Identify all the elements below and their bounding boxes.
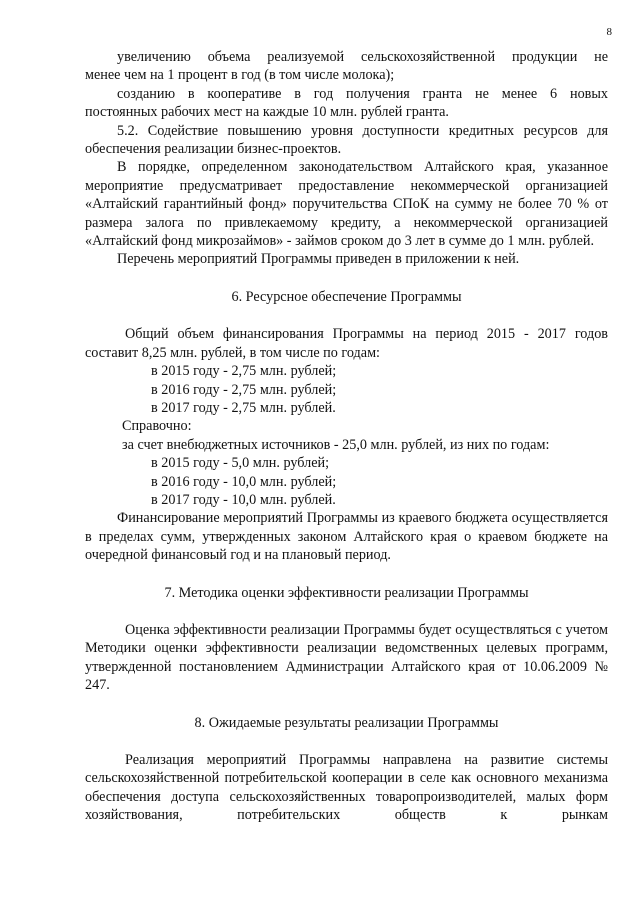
year-line: в 2015 году - 2,75 млн. рублей; bbox=[151, 363, 337, 380]
year-line: в 2017 году - 2,75 млн. рублей. bbox=[151, 399, 336, 416]
intro-line-2: менее чем на 1 процент в год (в том числе молока); bbox=[85, 67, 395, 84]
list-reference-paragraph: Перечень мероприятий Программы приведен в приложении к ней. bbox=[117, 251, 520, 268]
document-body bbox=[85, 48, 608, 825]
section-7-heading: 7. Методика оценки эффективности реализации Программы bbox=[164, 584, 529, 601]
intro-line-3: созданию в кооперативе в год получения гранта не менее 6 новых bbox=[117, 85, 608, 102]
intro-line-4: постоянных рабочих мест на каждые 10 млн. рублей гранта. bbox=[85, 104, 449, 121]
procedure-paragraph: В порядке, определенном законодательством Алтайского края, указанное мероприятие предусматривает предоставление некоммерческой организацией «Алтайский гарантийный фонд» поручительства СПоК на сумму не более 70 % от размера залога по привлекаемому кредиту, а некоммерческой организацией «Алтайский фонд микрозаймов» - займов сроком до 3 лет в сумме до 1 млн. рублей. bbox=[85, 159, 608, 250]
reference-label: Справочно: bbox=[122, 418, 192, 435]
offbudget-year-line: в 2017 году - 10,0 млн. рублей. bbox=[151, 491, 336, 508]
offbudget-year-line: в 2015 году - 5,0 млн. рублей; bbox=[151, 455, 330, 472]
section-8-paragraph: Реализация мероприятий Программы направлена на развитие системы сельскохозяйственной потребительской кооперации в селе как основного механизма обеспечения доступа сельскохозяйственных товаропроизводителей, малых форм хозяйствования, потребительских обществ к рынкам bbox=[85, 752, 608, 824]
offbudget-line: за счет внебюджетных источников - 25,0 млн. рублей, из них по годам: bbox=[122, 436, 550, 453]
section-6-heading: 6. Ресурсное обеспечение Программы bbox=[231, 288, 462, 305]
intro-line-1: увеличению объема реализуемой сельскохозяйственной продукции не bbox=[117, 49, 608, 65]
section-6-total-paragraph: Общий объем финансирования Программы на период 2015 - 2017 годов составит 8,25 млн. рублей, в том числе по годам: bbox=[85, 326, 608, 361]
section-7-paragraph: Оценка эффективности реализации Программы будет осуществляться с учетом Методики оценки эффективности реализации ведомственных целевых программ, утвержденной постановлением Администрации Алтайского края от 10.06.2009 № 247. bbox=[85, 621, 608, 694]
section-8-heading: 8. Ожидаемые результаты реализации Программы bbox=[194, 714, 499, 731]
year-line: в 2016 году - 2,75 млн. рублей; bbox=[151, 381, 337, 398]
item-5-2-paragraph: 5.2. Содействие повышению уровня доступности кредитных ресурсов для обеспечения реализации бизнес-проектов. bbox=[85, 122, 608, 158]
financing-paragraph: Финансирование мероприятий Программы из краевого бюджета осуществляется в пределах сумм, утвержденных законом Алтайского края о краевом бюджете на очередной финансовый год и на плановый период. bbox=[85, 510, 608, 564]
page-number: 8 bbox=[606, 26, 612, 38]
offbudget-year-line: в 2016 году - 10,0 млн. рублей; bbox=[151, 473, 337, 490]
